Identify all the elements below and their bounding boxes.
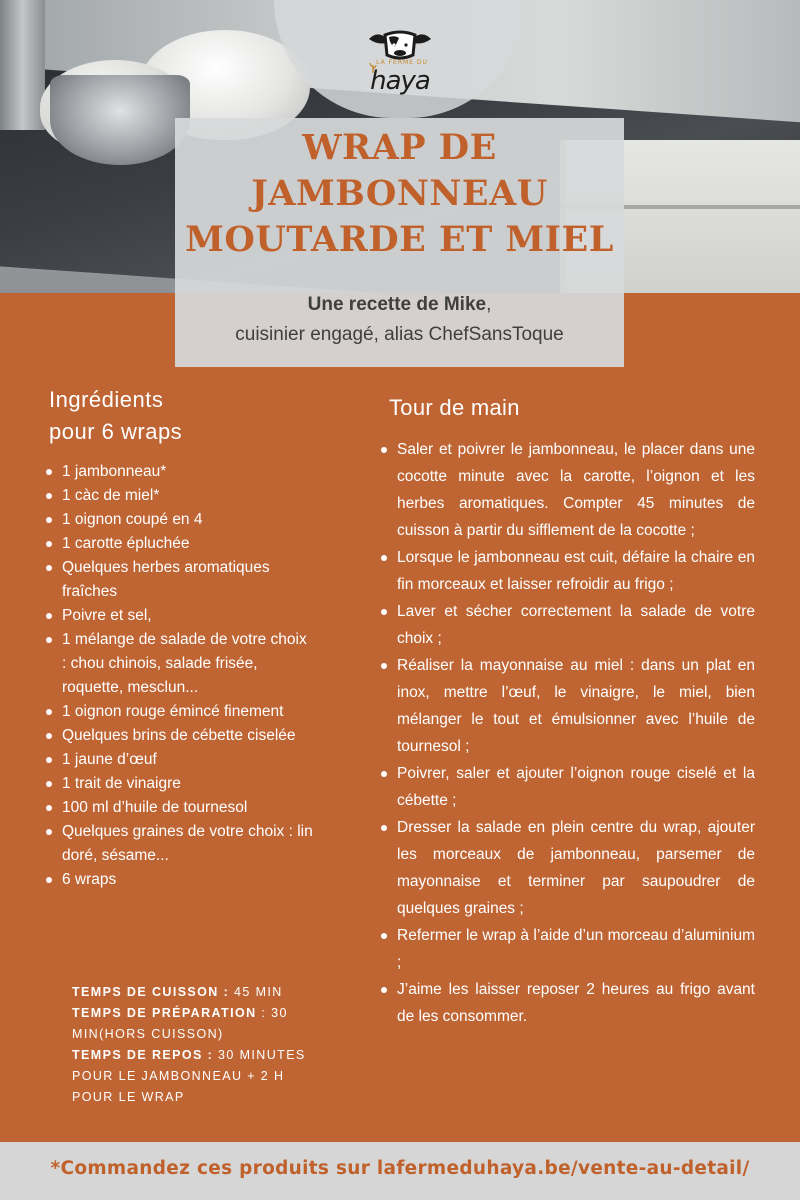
repos-label: TEMPS DE REPOS :	[72, 1048, 214, 1062]
step-item: Saler et poivrer le jambonneau, le placer dans une cocotte minute avec la carotte, l’oignon et les herbes aromatiques. Compter 45 minutes de cuisson à partir du sifflement de la cocotte ;	[381, 436, 755, 544]
ingredients-list	[44, 460, 314, 892]
list-item: 100 ml d’huile de tournesol	[44, 796, 314, 820]
list-item: Quelques herbes aromatiques fraîches	[44, 556, 314, 604]
title-line: JAMBONNEAU	[251, 173, 548, 214]
recipe-title	[175, 125, 624, 263]
order-link[interactable]: *Commandez ces produits sur lafermeduhaya.be/vente-au-detail/	[50, 1158, 750, 1179]
list-item: Quelques graines de votre choix : lin doré, sésame...	[44, 820, 314, 868]
list-item: 1 oignon rouge émincé finement	[44, 700, 314, 724]
list-item: 1 carotte épluchée	[44, 532, 314, 556]
ingredients-heading-line1: Ingrédients	[49, 387, 164, 412]
cuisson-label: TEMPS DE CUISSON :	[72, 985, 230, 999]
preparation-label: TEMPS DE PRÉPARATION	[72, 1006, 257, 1020]
list-item: 1 trait de vinaigre	[44, 772, 314, 796]
list-item: Poivre et sel,	[44, 604, 314, 628]
step-item: Réaliser la mayonnaise au miel : dans un plat en inox, mettre l’œuf, le vinaigre, le miel, bien mélanger le tout et émulsionner avec l’huile de tournesol ;	[381, 652, 755, 760]
author-description: cuisinier engagé, alias ChefSansToque	[235, 324, 564, 345]
list-item: 1 jambonneau*	[44, 460, 314, 484]
repos-value: 30 MINUTES POUR LE JAMBONNEAU + 2 H POUR LE WRAP	[72, 1048, 306, 1104]
author-name: Une recette de Mike	[307, 294, 487, 315]
step-item: Laver et sécher correctement la salade de votre choix ;	[381, 598, 755, 652]
ingredients-heading-line2: pour 6 wraps	[49, 419, 183, 444]
title-line: MOUTARDE ET MIEL	[185, 219, 614, 260]
list-item: 1 oignon coupé en 4	[44, 508, 314, 532]
list-item: 1 càc de miel*	[44, 484, 314, 508]
list-item: 1 jaune d’œuf	[44, 748, 314, 772]
ingredients-heading	[49, 384, 289, 448]
list-item: Quelques brins de cébette ciselée	[44, 724, 314, 748]
recipe-times	[72, 982, 322, 1108]
steps-heading: Tour de main	[389, 395, 520, 420]
list-item: 6 wraps	[44, 868, 314, 892]
step-item: Poivrer, saler et ajouter l’oignon rouge ciselé et la cébette ;	[381, 760, 755, 814]
author-comma: ,	[486, 294, 492, 315]
title-line: WRAP DE	[302, 127, 497, 168]
list-item: 1 mélange de salade de votre choix : chou chinois, salade frisée, roquette, mesclun...	[44, 628, 314, 700]
cuisson-value: 45 MIN	[229, 985, 283, 999]
step-item: Lorsque le jambonneau est cuit, défaire la chaire en fin morceaux et laisser refroidir au frigo ;	[381, 544, 755, 598]
recipe-credit	[175, 290, 624, 350]
logo-brand-text: haya	[370, 66, 430, 96]
preparation-value: : 30 MIN(HORS CUISSON)	[72, 1006, 288, 1041]
steps-list	[381, 436, 755, 1030]
step-item: Refermer le wrap à l’aide d’un morceau d’aluminium ;	[381, 922, 755, 976]
logo-small-text: LA FERME DU	[376, 59, 428, 66]
step-item: Dresser la salade en plein centre du wrap, ajouter les morceaux de jambonneau, parsemer de mayonnaise et terminer par saupoudrer de quelques graines ;	[381, 814, 755, 922]
step-item: J’aime les laisser reposer 2 heures au frigo avant de les consommer.	[381, 976, 755, 1030]
